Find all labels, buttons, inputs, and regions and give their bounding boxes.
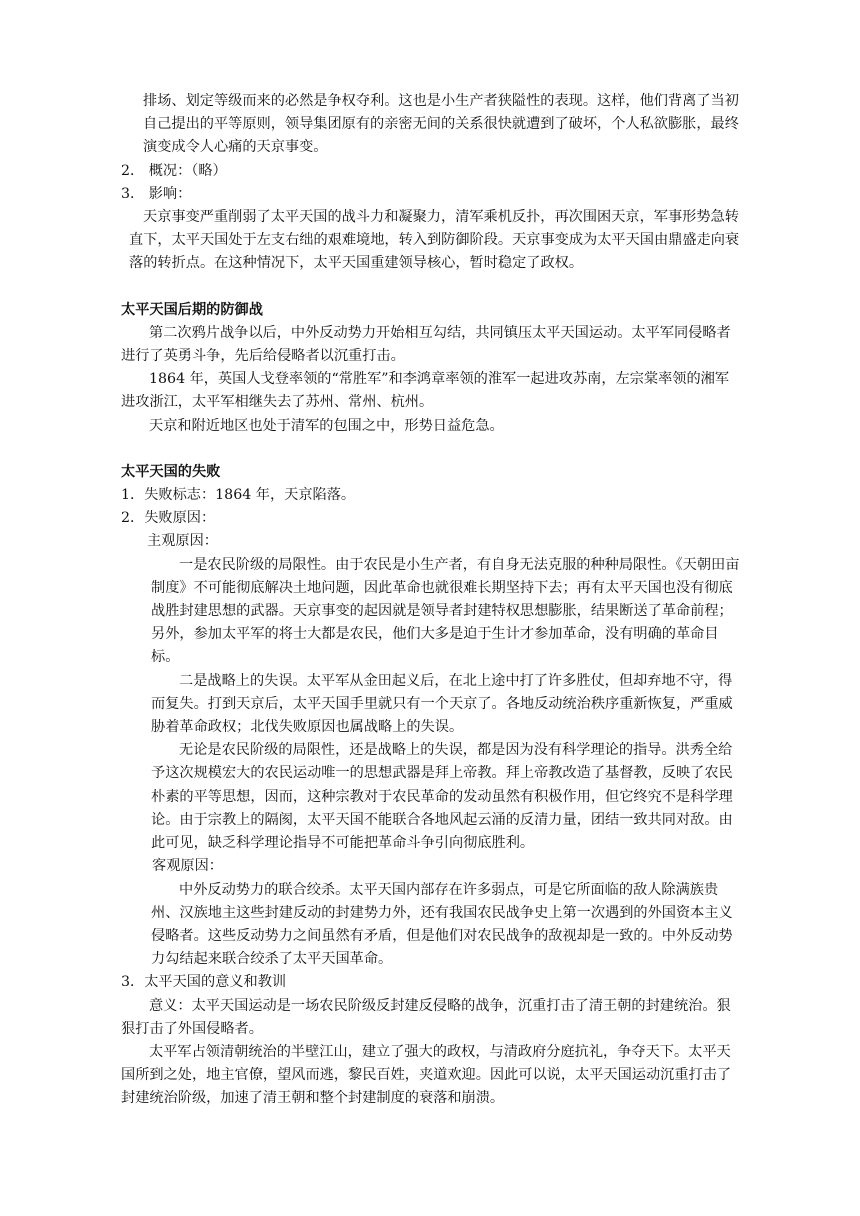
impact-paragraph: 天京事变严重削弱了太平天国的战斗力和凝聚力，清军乘机反扑，再次围困天京，军事形势急转直下，太平天国处于左支右绌的艰难境地，转入到防御阶段。天京事变成为太平天国由鼎盛走向衰落的转折点。在这种情况下，太平天国重建领导核心，暂时稳定了政权。	[129, 209, 740, 272]
failure-item-2: 2．失败原因：	[121, 510, 216, 527]
objective-label: 客观原因：	[152, 858, 223, 875]
spacer	[121, 438, 743, 461]
intro-paragraph: 排场、划定等级而来的必然是争权夺利。这也是小生产者狭隘性的表现。这样，他们背离了当初自己提出的平等原则，领导集团原有的亲密无间的关系很快就遭到了破坏，个人私欲膨胀，最终演变成令人心痛的天京事变。	[143, 93, 739, 156]
subjective-paragraph-2: 二是战略上的失误。太平军从金田起义后，在北上途中打了许多胜仗，但却弃地不守，得而复失。打到天京后，太平天国手里就只有一个天京了。各地反动统治秩序重新恢复，严重威胁着革命政权；北伐失败原因也属战略上的失误。	[151, 672, 733, 736]
item-impact-label: 3． 影响：	[121, 185, 192, 202]
subjective-label: 主观原因：	[147, 533, 218, 550]
failure-item-3: 3．太平天国的意义和教训	[121, 974, 287, 991]
subjective-paragraph-3: 无论是农民阶级的局限性，还是战略上的失误，都是因为没有科学理论的指导。洪秀全给予这次规模宏大的农民运动唯一的思想武器是拜上帝教。拜上帝教改造了基督教，反映了农民朴素的平等思想，因而，这种宗教对于农民革命的发动虽然有积极作用，但它终究不是科学理论。由于宗教上的隔阂，太平天国不能联合各地风起云涌的反清力量，团结一致共同对敌。由此可见，缺乏科学理论指导不可能把革命斗争引向彻底胜利。	[151, 742, 733, 852]
failure-item-1: 1．失败标志：1864 年，天京陷落。	[121, 487, 356, 504]
item-overview: 2． 概况：（略）	[121, 162, 227, 179]
defense-paragraph-2: 1864 年，英国人戈登率领的“常胜军”和李鸿章率领的淮军一起进攻苏南，左宗棠率领的湘军进攻浙江，太平军相继失去了苏州、常州、杭州。	[121, 371, 730, 411]
defense-paragraph-3: 天京和附近地区也处于清军的包围之中，形势日益危急。	[149, 417, 504, 434]
subjective-paragraph-1: 一是农民阶级的局限性。由于农民是小生产者，有自身无法克服的种种局限性。《天朝田亩制度》不可能彻底解决土地问题，因此革命也就很难长期坚持下去；再有太平天国也没有彻底战胜封建思想的武器。天京事变的起因就是领导者封建特权思想膨胀，结果断送了革命前程；另外，参加太平军的将士大都是农民，他们大多是迫于生计才参加革命，没有明确的革命目标。	[151, 556, 740, 666]
defense-paragraph-1: 第二次鸦片战争以后，中外反动势力开始相互勾结，共同镇压太平天国运动。太平军同侵略者进行了英勇斗争，先后给侵略者以沉重打击。	[121, 324, 731, 365]
section-title-defense: 太平天国后期的防御战	[121, 301, 263, 318]
spacer	[121, 276, 743, 299]
objective-paragraph-1: 中外反动势力的联合绞杀。太平天国内部存在许多弱点，可是它所面临的敌人除满族贵州、汉族地主这些封建反动的封建势力外，还有我国农民战争史上第一次遇到的外国资本主义侵略者。这些反动势力之间虽然有矛盾，但是他们对农民战争的敌视却是一致的。中外反动势力勾结起来联合绞杀了太平天国革命。	[151, 881, 733, 968]
meaning-paragraph-2: 太平军占领清朝统治的半壁江山，建立了强大的政权，与清政府分庭抗礼，争夺天下。太平天国所到之处，地主官僚，望风而逃，黎民百姓，夹道欢迎。因此可以说，太平天国运动沉重打击了封建统治阶级，加速了清王朝和整个封建制度的衰落和崩溃。	[121, 1043, 732, 1107]
meaning-paragraph-1: 意义：太平天国运动是一场农民阶级反封建反侵略的战争，沉重打击了清王朝的封建统治。狠狠打击了外国侵略者。	[121, 997, 731, 1037]
document-page	[121, 90, 743, 1111]
section-title-failure: 太平天国的失败	[121, 463, 221, 480]
